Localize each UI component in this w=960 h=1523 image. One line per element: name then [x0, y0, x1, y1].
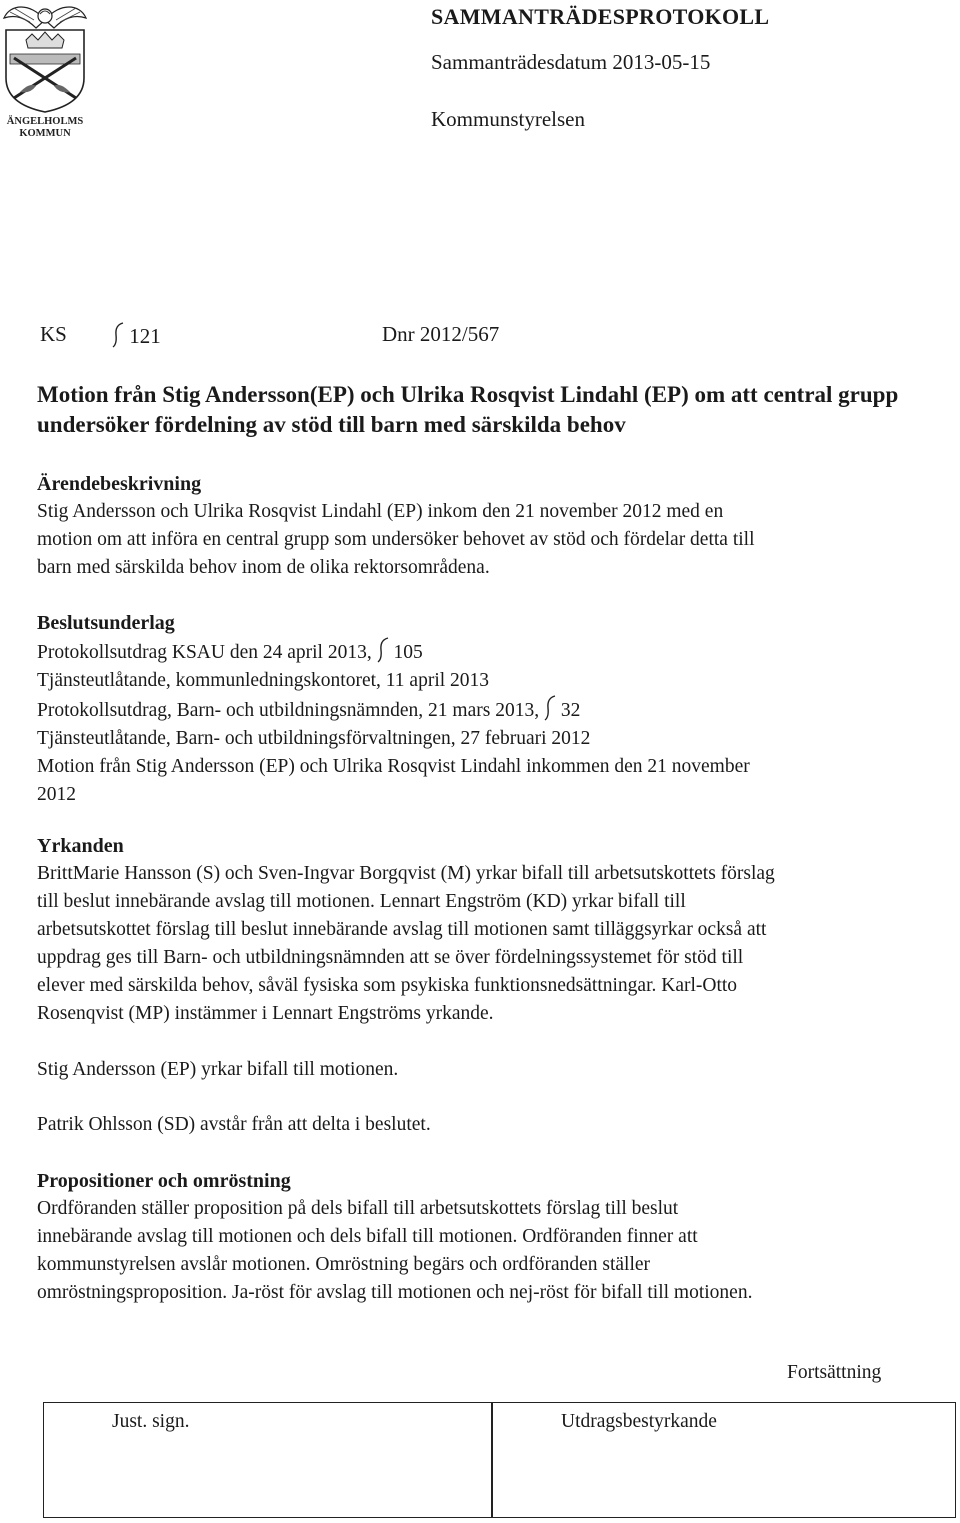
text-line: barn med särskilda behov inom de olika rektorsområdena. [37, 557, 490, 578]
text-line: Ordföranden ställer proposition på dels bifall till arbetsutskottets förslag till beslut [37, 1198, 679, 1219]
text-line: uppdrag ges till Barn- och utbildningsnämnden att se över fördelningssystemet för stöd till [37, 947, 744, 968]
section-arendebeskrivning [37, 470, 937, 582]
text-line: BrittMarie Hansson (S) och Sven-Ingvar Borgqvist (M) yrkar bifall till arbetsutskottets förslag [37, 863, 775, 884]
text-line: Stig Andersson och Ulrika Rosqvist Lindahl (EP) inkom den 21 november 2012 med en [37, 501, 724, 522]
section-heading: Beslutsunderlag [37, 612, 175, 634]
coat-of-arms-icon [0, 0, 90, 140]
text-line: arbetsutskottet förslag till beslut innebärande avslag till motionen samt tilläggsyrkar också att [37, 919, 767, 940]
case-number [112, 322, 161, 349]
section-heading: Yrkanden [37, 835, 124, 857]
text-line: till beslut innebärande avslag till motionen. Lennart Engström (KD) yrkar bifall till [37, 891, 686, 912]
continuation-note: Fortsättning [787, 1362, 882, 1383]
section-yrkanden [37, 832, 937, 1028]
basis-item-text: Protokollsutdrag, Barn- och utbildningsnämnden, 21 mars 2013, [37, 700, 540, 721]
paragraph-icon [544, 695, 556, 721]
municipality-logo [0, 0, 90, 140]
text-line: elever med särskilda behov, såväl fysiska som psykiska funktionsnedsättningar. Karl-Otto [37, 975, 738, 996]
paragraph: Stig Andersson (EP) yrkar bifall till motionen. [37, 1059, 399, 1080]
text-line: innebärande avslag till motionen och dels bifall till motionen. Ordföranden finner att [37, 1226, 698, 1247]
text-line: kommunstyrelsen avslår motionen. Omröstning begärs och ordföranden ställer [37, 1254, 651, 1275]
basis-item-ref: 105 [393, 642, 423, 663]
logo-text-1: ÄNGELHOLMS [6, 116, 84, 127]
text-line: motion om att införa en central grupp som undersöker behovet av stöd och fördelar detta till [37, 529, 755, 550]
signature-box [43, 1402, 956, 1518]
basis-item-text: Protokollsutdrag KSAU den 24 april 2013, [37, 642, 372, 663]
just-sign-label: Just. sign. [112, 1411, 190, 1432]
basis-item: Tjänsteutlåtande, Barn- och utbildningsförvaltningen, 27 februari 2012 [37, 728, 591, 749]
logo-text-2: KOMMUN [19, 128, 71, 139]
meeting-date: Sammanträdesdatum 2013-05-15 [431, 50, 711, 74]
section-propositioner [37, 1167, 937, 1307]
utdragsbestyrkande-label: Utdragsbestyrkande [561, 1411, 717, 1432]
basis-item-ref: 32 [560, 700, 581, 721]
section-heading: Propositioner och omröstning [37, 1170, 291, 1192]
section-heading: Ärendebeskrivning [37, 473, 202, 495]
basis-item [37, 695, 937, 725]
committee-name: Kommunstyrelsen [431, 107, 585, 131]
text-line: Rosenqvist (MP) instämmer i Lennart Engströms yrkande. [37, 1003, 494, 1024]
paragraph-icon [112, 322, 124, 348]
case-dnr: Dnr 2012/567 [382, 322, 500, 346]
signature-divider [491, 1403, 493, 1517]
protocol-title: SAMMANTRÄDESPROTOKOLL [431, 4, 770, 29]
paragraph-icon [377, 637, 389, 663]
case-prefix: KS [40, 322, 67, 346]
document-title: Motion från Stig Andersson(EP) och Ulrika Rosqvist Lindahl (EP) om att central grupp undersöker fördelning av stöd till barn med särskilda behov [37, 382, 899, 437]
basis-item: Tjänsteutlåtande, kommunledningskontoret, 11 april 2013 [37, 670, 490, 691]
paragraph: Patrik Ohlsson (SD) avstår från att delta i beslutet. [37, 1114, 431, 1135]
case-number-value: 121 [129, 324, 161, 348]
basis-item: Motion från Stig Andersson (EP) och Ulrika Rosqvist Lindahl inkommen den 21 november [37, 756, 750, 777]
section-beslutsunderlag [37, 609, 937, 809]
basis-item: 2012 [37, 784, 76, 805]
basis-item [37, 637, 937, 667]
text-line: omröstningsproposition. Ja-röst för avslag till motionen och nej-röst för bifall till motionen. [37, 1282, 753, 1303]
